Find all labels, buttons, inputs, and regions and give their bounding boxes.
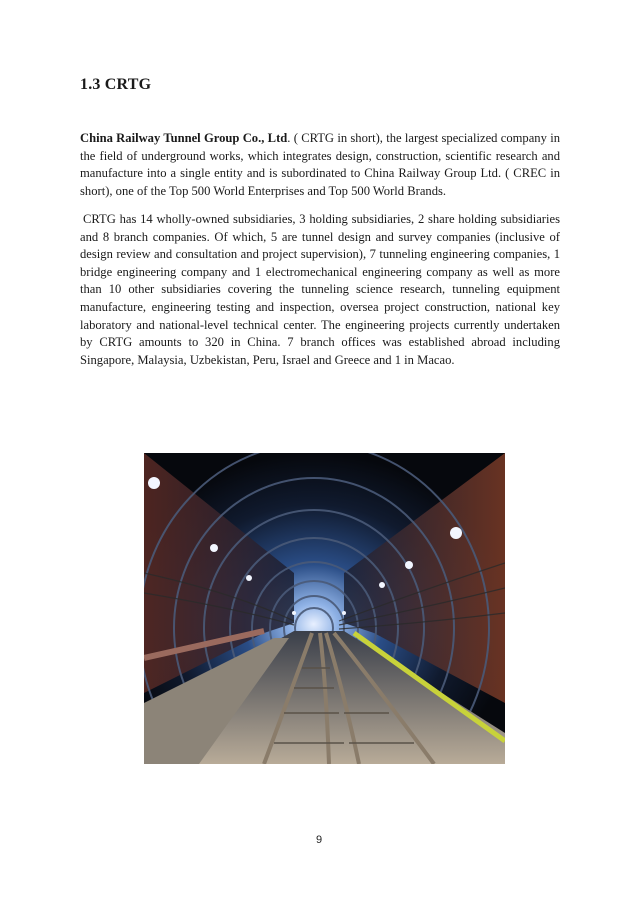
paragraph-subsidiaries: CRTG has 14 wholly-owned subsidiaries, 3 holding subsidiaries, 2 share holding subsidiaries and 8 branch companies. Of which, 5 are tunnel design and survey companies (inclusive of design review and consultation and project supervision), 7 tunneling engineering companies, 1 bridge engineering company and 1 electromechanical engineering company as well as more than 10 other subsidiaries covering the tunneling science research, tunneling equipment manufacture, engineering testing and inspection, oversea project construction, national key laboratory and national-level technical center. The engineering projects currently undertaken by CRTG amounts to 320 in China. 7 branch offices was established abroad including Singapore, Malaysia, Uzbekistan, Peru, Israel and Greece and 1 in Macao. [80, 212, 560, 367]
page-number: 9 [315, 834, 323, 846]
tunnel-photo-icon [144, 453, 505, 764]
section-heading: 1.3 CRTG [80, 76, 152, 93]
paragraph-company-intro [80, 130, 560, 200]
company-name: China Railway Tunnel Group Co., Ltd [80, 131, 288, 145]
paragraph-intro-text: . ( CRTG in short), the largest specialized company in the field of underground works, which integrates design, construction, scientific research and manufacture into a single entity and is subordinated to China Railway Group Ltd. ( CREC in short), one of the Top 500 World Enterprises and Top 500 World Brands. [80, 131, 560, 198]
tunnel-photo [144, 453, 505, 764]
